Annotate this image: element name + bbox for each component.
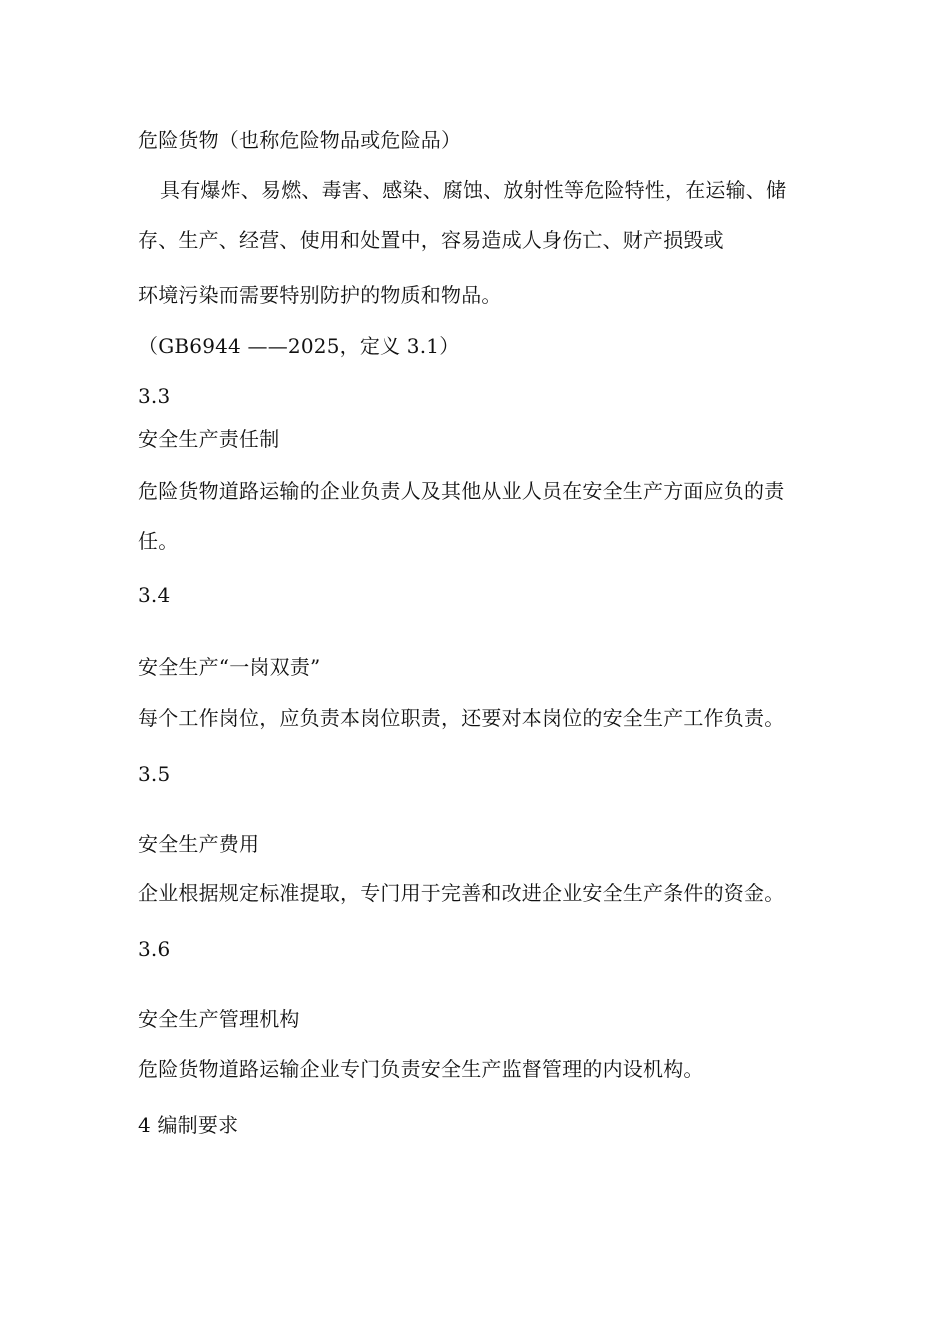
definition-line: 危险货物道路运输的企业负责人及其他从业人员在安全生产方面应负的责 (138, 479, 785, 503)
definition-line: 环境污染而需要特别防护的物质和物品。 (138, 283, 502, 307)
definition-line: 任。 (138, 529, 179, 553)
section-number: 3.4 (138, 583, 171, 607)
definition-line: 存、生产、经营、使用和处置中，容易造成人身伤亡、财产损毁或 (138, 228, 724, 252)
section-number: 3.5 (138, 762, 171, 786)
definition-line: 企业根据规定标准提取，专门用于完善和改进企业安全生产条件的资金。 (138, 881, 785, 905)
section-heading: 4 编制要求 (138, 1113, 239, 1137)
definition-line: 每个工作岗位，应负责本岗位职责，还要对本岗位的安全生产工作负责。 (138, 706, 785, 730)
section-number: 3.3 (138, 384, 171, 408)
definition-line: 危险货物道路运输企业专门负责安全生产监督管理的内设机构。 (138, 1057, 704, 1081)
term-title: 安全生产费用 (138, 832, 260, 856)
term-title: 安全生产管理机构 (138, 1007, 300, 1031)
section-number: 3.6 (138, 937, 171, 961)
definition-line: 具有爆炸、易燃、毒害、感染、腐蚀、放射性等危险特性，在运输、储 (160, 178, 787, 202)
term-title: 安全生产“一岗双责” (138, 655, 321, 679)
term-title: 安全生产责任制 (138, 427, 280, 451)
term-title-dangerous-goods: 危险货物（也称危险物品或危险品） (138, 128, 462, 152)
reference-line: （GB6944 ——2025，定义 3.1） (138, 334, 460, 358)
